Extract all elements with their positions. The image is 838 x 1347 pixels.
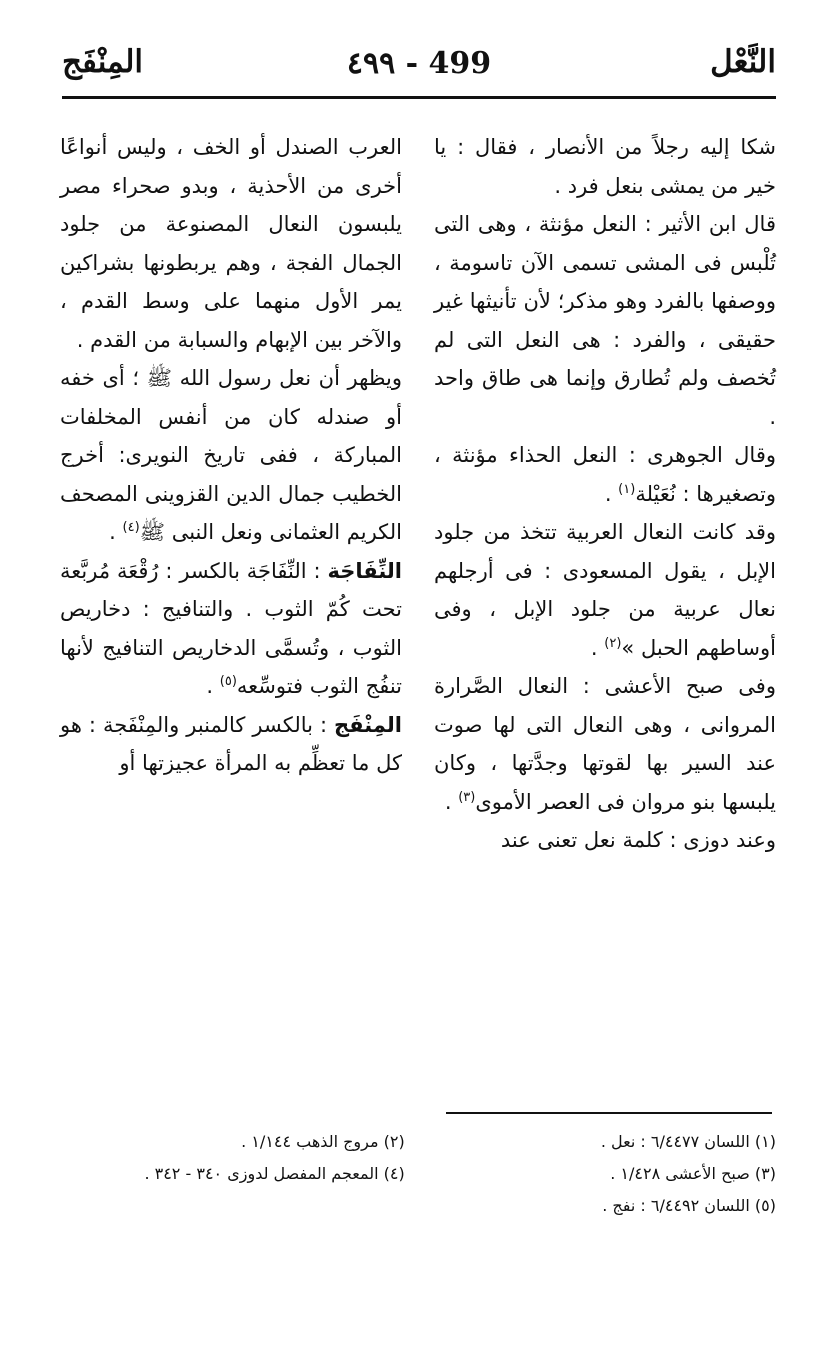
dictionary-entry: المِنْفَج : بالكسر كالمنبر والمِنْفَجة : هو كل ما تعظِّم به المرأة عجيزتها أو <box>60 712 402 775</box>
header-rule <box>62 96 776 99</box>
paragraph: العرب الصندل أو الخف ، وليس أنواعًا أخرى من الأحذية ، وبدو صحراء مصر يلبسون النعال المصنوعة من جلود الجمال الفجة ، وهم يربطونها بشراكين يمر الأول منهما على وسط القدم ، والآخر بين الإبهام والسبابة من القدم . <box>60 135 402 352</box>
column-right <box>434 128 776 860</box>
paragraph: شكا إليه رجلاً من الأنصار ، فقال : يا خير من يمشى بنعل فرد . <box>434 135 776 198</box>
paragraph: وقال الجوهرى : النعل الحذاء مؤنثة ، وتصغيرها : نُعَيْلة$^{(١)}$ . <box>434 443 776 506</box>
footnote-row <box>62 1190 776 1222</box>
page-header <box>62 40 776 92</box>
footnote: (٤) المعجم المفصل لدوزى ٣٤٠ - ٣٤٢ . <box>144 1164 405 1183</box>
header-left-keyword: المِنْفَج <box>62 44 144 80</box>
footnote: (٢) مروج الذهب ١/١٤٤ . <box>241 1132 405 1151</box>
footnote-ref: (٣) <box>458 789 476 805</box>
page-number: ٤٩٩ - 499 <box>346 46 492 81</box>
footnotes <box>62 1126 776 1222</box>
paragraph: وفى صبح الأعشى : النعال الصَّرارة المروانى ، وهى النعال التى لها صوت عند السير بها لقوتها وجدَّتها ، وكان يلبسها بنو مروان فى العصر الأموى$^{(٣)}$ . <box>434 674 776 814</box>
paragraph: قال ابن الأثير : النعل مؤنثة ، وهى التى تُلْبس فى المشى تسمى الآن تاسومة ، ووصفها بالفرد وهو مذكر؛ لأن تأنيثها غير حقيقى ، والفرد : هى النعل التى لم تُخصف ولم تُطارق وإنما هى طاق واحد . <box>434 212 776 429</box>
footnote-ref: (١) <box>618 481 636 497</box>
footnote-row <box>62 1158 776 1190</box>
footnote-ref: (٢) <box>604 635 622 651</box>
column-left <box>60 128 402 783</box>
paragraph: وعند دوزى : كلمة نعل تعنى عند <box>500 828 776 852</box>
paragraph: وقد كانت النعال العربية تتخذ من جلود الإبل ، يقول المسعودى : فى أرجلهم نعال عربية من جلود الإبل ، وفى أوساطهم الحبل »$^{(٢)}$ . <box>434 520 776 660</box>
footnote-rule <box>446 1112 772 1114</box>
footnote: (٥) اللسان ٦/٤٤٩٢ : نفج . <box>602 1196 776 1215</box>
entry-term: المِنْفَج <box>334 712 402 737</box>
dictionary-entry: النِّفَاجَة : النِّفَاجَة بالكسر : رُقْعَة مُربَّعة تحت كُمّ الثوب . والتنافيج : دخاريص الثوب ، وتُسمَّى الدخاريص التنافيج لأنها تنفُج الثوب فتوسِّعه$^{(٥)}$ . <box>60 558 402 698</box>
footnote-ref: (٤) <box>122 520 140 535</box>
header-right-keyword: النَّعْل <box>710 44 776 80</box>
footnote: (٣) صبح الأعشى ١/٤٢٨ . <box>610 1164 776 1183</box>
footnote: (١) اللسان ٦/٤٤٧٧ : نعل . <box>600 1132 776 1151</box>
footnote-ref: (٥) <box>219 674 237 689</box>
paragraph: ويظهر أن نعل رسول الله ﷺ ؛ أى خفه أو صندله كان من أنفس المخلفات المباركة ، ففى تاريخ النويرى: أخرج الخطيب جمال الدين القزوينى المصحف الكريم العثمانى ونعل النبى ﷺ$^{(٤)}$ . <box>60 366 402 544</box>
footnote-row <box>62 1126 776 1158</box>
entry-term: النِّفَاجَة <box>327 558 402 583</box>
